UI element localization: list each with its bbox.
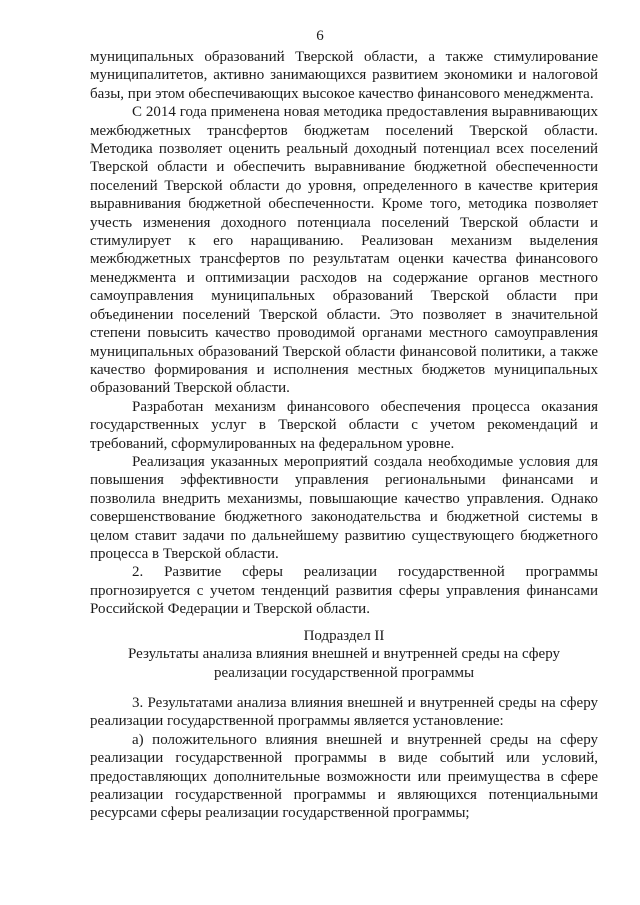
paragraph-financial-mechanism: Разработан механизм финансового обеспечения процесса оказания государственных услуг в Тверской области с учетом рекомендаций и требований, сформулированных на федеральном уровне. — [90, 398, 598, 452]
paragraph-positive-influence: а) положительного влияния внешней и внутренней среды на сферу реализации государственной программы в виде событий или условий, предоставляющих дополнительные возможности или преимущества в сфере реализации государственной программы и являющихся потенциальными ресурсами сферы реализации государственной программы; — [90, 731, 598, 822]
subsection-title-line-1: Результаты анализа влияния внешней и внутренней среды на сферу — [128, 646, 560, 663]
subsection-label: Подраздел II — [303, 628, 385, 644]
paragraph-implementation: Реализация указанных мероприятий создала необходимые условия для повышения эффективности управления региональными финансами и позволила внедрить механизмы, повышающие качество управления. Однако совершенствование бюджетного законодательства и бюджетной системы в целом ставит задачи по дальнейшему развитию существующего бюджетного процесса в Тверской области. — [90, 453, 598, 562]
page-number: 6 — [316, 28, 324, 44]
subsection-title-line-2: реализации государственной программы — [213, 664, 475, 681]
body-text-top — [90, 48, 598, 619]
paragraph-analysis-results: 3. Результатами анализа влияния внешней и внутренней среды на сферу реализации государственной программы является установление: — [90, 695, 598, 730]
paragraph-methodology: С 2014 года применена новая методика предоставления выравнивающих межбюджетных трансфертов бюджетам поселений Тверской области. Методика позволяет оценить реальный доходный потенциал всех поселений Тверской области и обеспечить выравнивание бюджетной обеспеченности поселений Тверской области до уровня, определенного в качестве критерия выравнивания бюджетной обеспеченности. Кроме того, методика позволяет учесть изменения доходного потенциала поселений Тверской области и стимулирует к его наращиванию. Реализован механизм выделения межбюджетных трансфертов по результатам оценки качества финансового менеджмента и оптимизации расходов на содержание органов местного самоуправления муниципальных образований Тверской области при объединении поселений Тверской области. Это позволяет в значительной степени повысить качество проводимой органами местного самоуправления муниципальных образований Тверской области финансовой политики, а также качество формирования и исполнения местных бюджетов муниципальных образований Тверской области. — [90, 104, 598, 397]
subsection-heading — [90, 627, 598, 682]
paragraph-development-forecast: 2. Развитие сферы реализации государственной программы прогнозируется с учетом тенденций развития сферы управления финансами Российской Федерации и Тверской области. — [90, 564, 598, 618]
paragraph-continuation: муниципальных образований Тверской области, а также стимулирование муниципалитетов, активно занимающихся развитием экономики и налоговой базы, при этом обеспечивающих высокое качество финансового менеджмента. — [90, 49, 598, 102]
body-text-bottom — [90, 694, 598, 823]
